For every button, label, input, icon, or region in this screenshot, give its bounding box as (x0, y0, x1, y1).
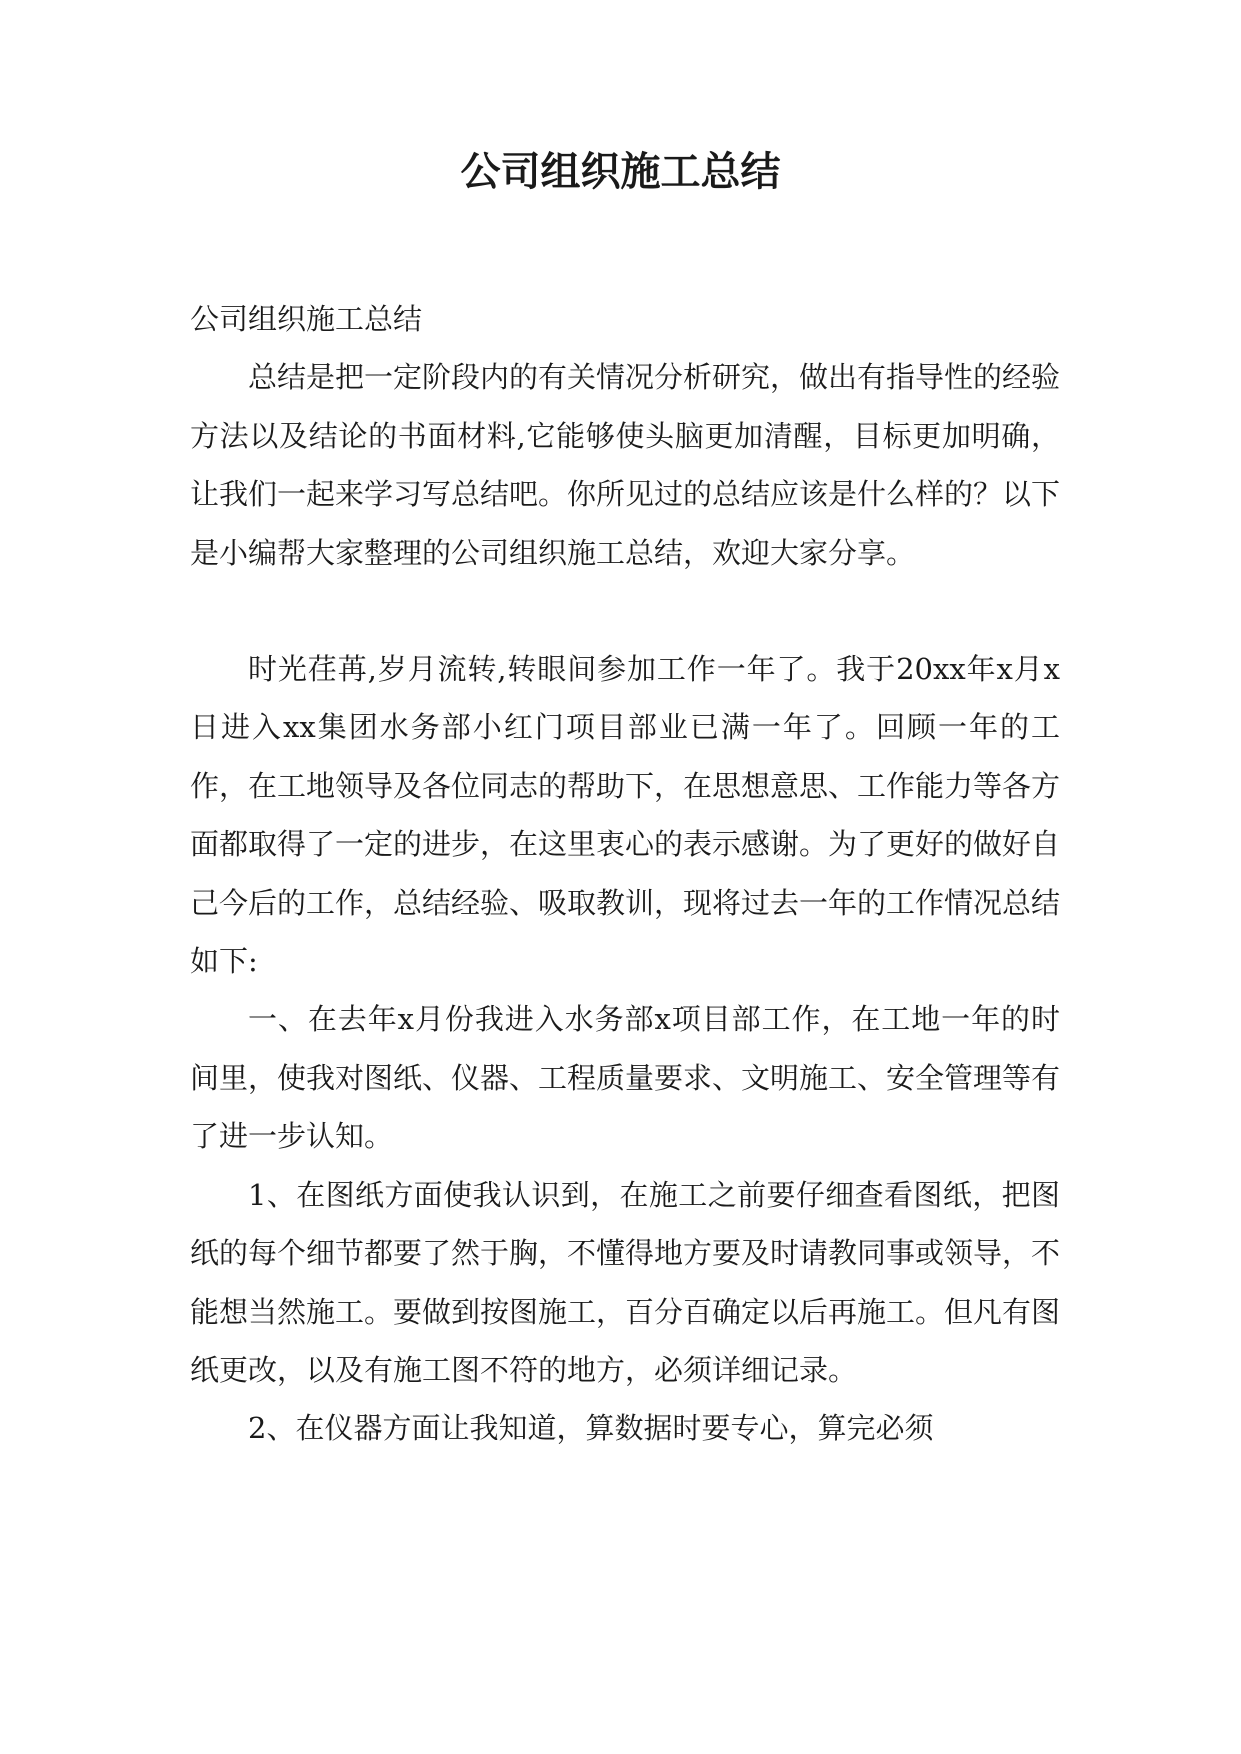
body-paragraph: 一、在去年x月份我进入水务部x项目部工作，在工地一年的时间里，使我对图纸、仪器、工程质量要求、文明施工、安全管理等有了进一步认知。 (190, 1002, 1061, 1154)
body-paragraph: 2、在仪器方面让我知道，算数据时要专心，算完必须 (248, 1411, 934, 1446)
body-paragraph: 1、在图纸方面使我认识到，在施工之前要仔细查看图纸，把图纸的每个细节都要了然于胸，不懂得地方要及时请教同事或领导，不能想当然施工。要做到按图施工，百分百确定以后再施工。但凡有图纸更改，以及有施工图不符的地方，必须详细记录。 (190, 1177, 1061, 1387)
document-subtitle: 公司组织施工总结 (190, 302, 423, 336)
intro-paragraph: 总结是把一定阶段内的有关情况分析研究，做出有指导性的经验方法以及结论的书面材料,它能够使头脑更加清醒，目标更加明确，让我们一起来学习写总结吧。你所见过的总结应该是什么样的？以下是小编帮大家整理的公司组织施工总结，欢迎大家分享。 (190, 360, 1061, 570)
document-title: 公司组织施工总结 (460, 149, 781, 195)
document-body (190, 290, 1060, 1458)
body-paragraph: 时光荏苒,岁月流转,转眼间参加工作一年了。我于20xx年x月x日进入xx集团水务部小红门项目部业已满一年了。回顾一年的工作，在工地领导及各位同志的帮助下，在思想意思、工作能力等各方面都取得了一定的进步，在这里衷心的表示感谢。为了更好的做好自己今后的工作，总结经验、吸取教训，现将过去一年的工作情况总结如下: (190, 652, 1061, 979)
paragraph-spacer (190, 582, 1060, 640)
